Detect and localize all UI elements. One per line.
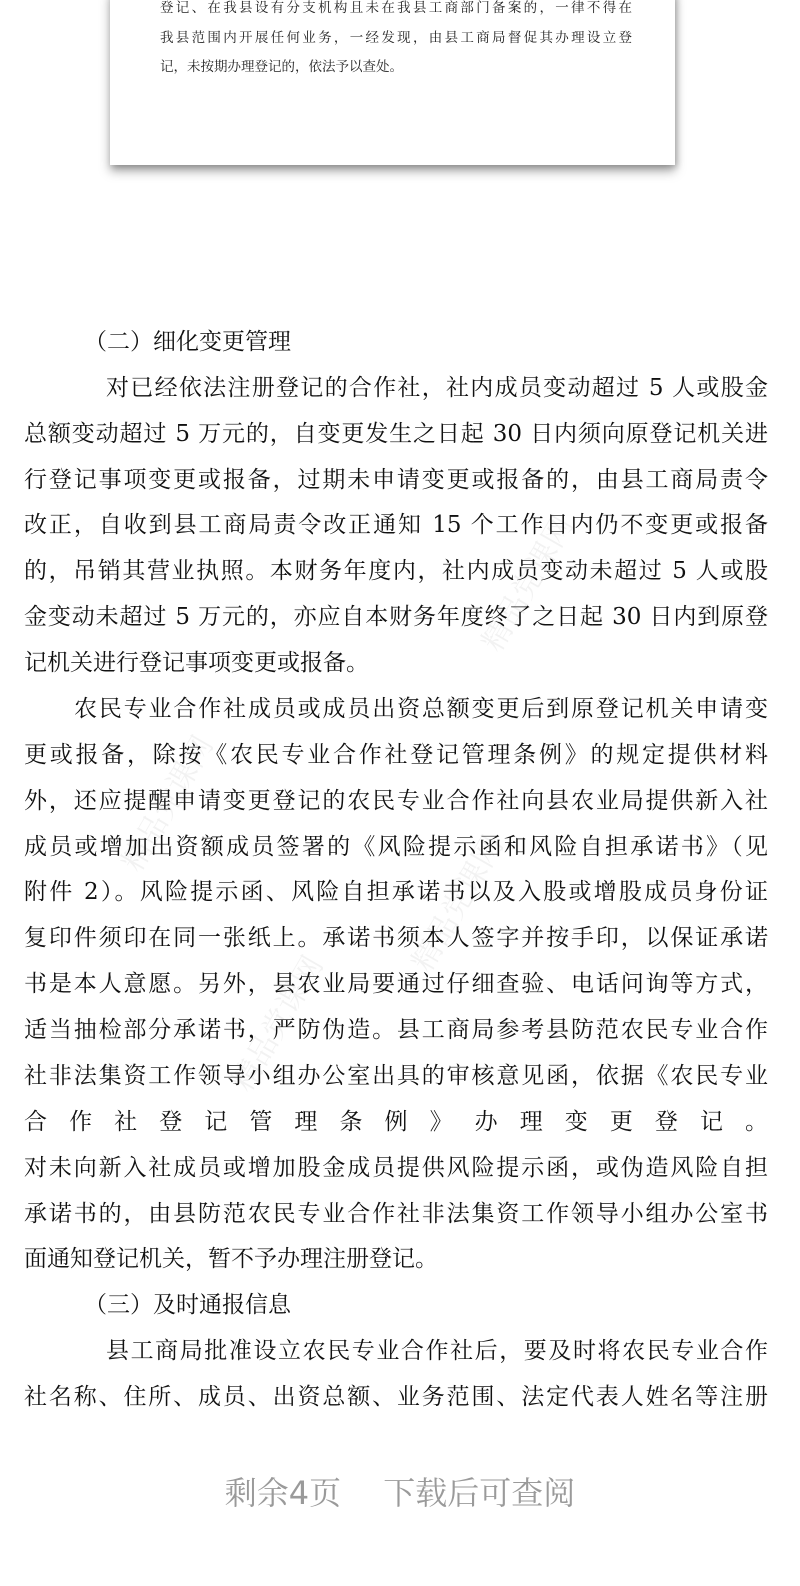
section-heading: （三）及时通报信息 <box>84 1292 291 1319</box>
card-text-line: 我县范围内开展任何业务，一经发现，由县工商局督促其办理设立登 <box>160 29 632 46</box>
paragraph-line: 金变动未超过 5 万元的，亦应自本财务年度终了之日起 30 日内到原登 <box>24 604 768 631</box>
paragraph-line: 对已经依法注册登记的合作社，社内成员变动超过 5 人或股金 <box>106 374 768 401</box>
paragraph-line: 总额变动超过 5 万元的，自变更发生之日起 30 日内须向原登记机关进 <box>24 420 768 447</box>
paragraph-line: 合作社登记管理条例》办理变更登记。 <box>24 1108 768 1135</box>
paragraph-line: 承诺书的，由县防范农民专业合作社非法集资工作领导小组办公室书 <box>24 1200 768 1227</box>
watermark-text: 精品党课网 <box>475 510 581 658</box>
card-text-line: 登记、在我县设有分支机构且未在我县工商部门备案的，一律不得在 <box>160 0 632 16</box>
previous-page-card <box>110 0 675 165</box>
paragraph-line: 改正，自收到县工商局责令改正通知 15 个工作日内仍不变更或报备 <box>24 512 768 539</box>
paragraph-line: 成员或增加出资额成员签署的《风险提示函和风险自担承诺书》（见 <box>24 833 768 860</box>
paragraph-line: 适当抽检部分承诺书，严防伪造。县工商局参考县防范农民专业合作 <box>24 1017 768 1044</box>
paragraph-line: 外，还应提醒申请变更登记的农民专业合作社向县农业局提供新入社 <box>24 787 768 814</box>
section-heading: （二）细化变更管理 <box>84 329 291 355</box>
paragraph-line: 附件 2）。风险提示函、风险自担承诺书以及入股或增股成员身份证 <box>24 879 768 906</box>
paragraph-line: 面通知登记机关，暂不予办理注册登记。 <box>24 1246 438 1273</box>
remaining-pages-text[interactable]: 剩余4页 <box>224 1474 342 1512</box>
watermark-text: 精品党课网 <box>225 950 331 1098</box>
paragraph-line: 记机关进行登记事项变更或报备。 <box>24 650 369 677</box>
paragraph-line: 行登记事项变更或报备，过期未申请变更或报备的，由县工商局责令 <box>24 466 768 493</box>
paragraph-line: 复印件须印在同一张纸上。承诺书须本人签字并按手印，以保证承诺 <box>24 925 768 952</box>
watermark-text: 精品党课网 <box>115 730 221 878</box>
card-text-line: 记，未按期办理登记的，依法予以查处。 <box>160 59 403 75</box>
paragraph-line: 县工商局批准设立农民专业合作社后，要及时将农民专业合作 <box>106 1338 768 1365</box>
watermark-text: 精品党课网 <box>405 830 511 978</box>
paragraph-line: 农民专业合作社成员或成员出资总额变更后到原登记机关申请变 <box>74 695 768 722</box>
paragraph-line: 的，吊销其营业执照。本财务年度内，社内成员变动未超过 5 人或股 <box>24 558 768 585</box>
paragraph-line: 社名称、住所、成员、出资总额、业务范围、法定代表人姓名等注册 <box>24 1384 768 1410</box>
paragraph-line: 更或报备，除按《农民专业合作社登记管理条例》的规定提供材料 <box>24 741 768 768</box>
download-to-view-text[interactable]: 下载后可查阅 <box>383 1474 576 1512</box>
paragraph-line: 书是本人意愿。另外，县农业局要通过仔细查验、电话问询等方式， <box>24 971 768 998</box>
paragraph-line: 社非法集资工作领导小组办公室出具的审核意见函，依据《农民专业 <box>24 1062 768 1089</box>
paragraph-line: 对未向新入社成员或增加股金成员提供风险提示函，或伪造风险自担 <box>24 1154 768 1181</box>
download-prompt[interactable] <box>0 1468 800 1514</box>
